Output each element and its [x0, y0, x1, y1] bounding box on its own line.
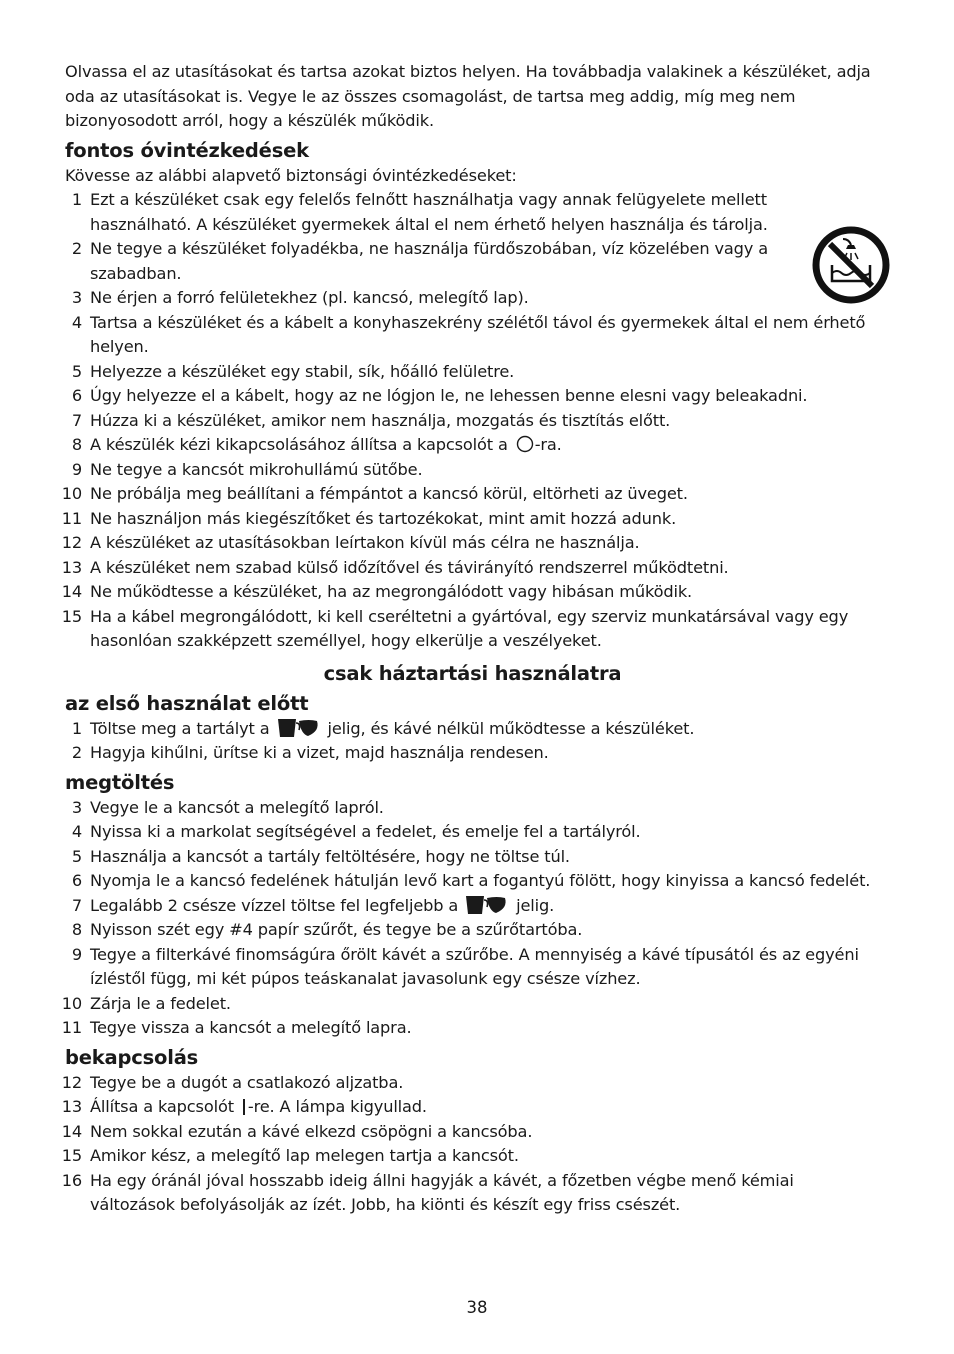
safety-lead: Kövesse az alábbi alapvető biztonsági óvintézkedéseket: — [65, 165, 517, 185]
list-item: 10 Ne próbálja meg beállítani a fémpántot a kancsó körül, eltörheti az üveget. — [61, 484, 688, 503]
filling-list — [61, 796, 880, 1041]
list-item: 13 A készüléket nem szabad külső időzítővel és távirányító rendszerrel működtetni. — [61, 557, 729, 577]
list-item: 2 Ne tegye a készüléket folyadékba, ne használja fürdőszobában, víz közelében vagy a szabadban. — [71, 239, 768, 283]
list-item: 12 A készüléket az utasításokban leírtakon kívül más célra ne használja. — [61, 533, 640, 552]
list-item: 11 Ne használjon más kiegészítőket és tartozékokat, mint amit hozzá adunk. — [61, 508, 677, 528]
switching-on-heading: bekapcsolás — [65, 1045, 199, 1069]
list-item: 5 Használja a kancsót a tartály feltöltésére, hogy ne töltse túl. — [71, 846, 570, 866]
switching-on-list — [61, 1071, 880, 1218]
list-item: 3 Ne érjen a forró felületekhez (pl. kancsó, melegítő lap). — [71, 288, 529, 307]
list-item: 4 Tartsa a készüléket és a kábelt a konyhaszekrény szélétől távol és gyermekek által el nem érhető helyen. — [71, 312, 866, 356]
list-item: 12 Tegye be a dugót a csatlakozó aljzatba. — [61, 1072, 404, 1092]
list-item: 14 Nem sokkal ezután a kávé elkezd csöpögni a kancsóba. — [61, 1121, 533, 1141]
list-item: 6 Nyomja le a kancsó fedelének hátulján levő kart a fogantyú fölött, hogy kinyissa a kancsó fedelét. — [71, 871, 871, 890]
list-item: 14 Ne működtesse a készüléket, ha az megrongálódott vagy hibásan működik. — [61, 582, 693, 601]
list-item: 2 Hagyja kihűlni, ürítse ki a vizet, majd használja rendesen. — [71, 743, 549, 762]
filling-heading: megtöltés — [65, 770, 175, 794]
household-note: csak háztartási használatra — [323, 661, 622, 685]
list-item: 4 Nyissa ki a markolat segítségével a fedelet, és emelje fel a tartályról. — [71, 822, 641, 841]
list-item: 8 Nyisson szét egy #4 papír szűrőt, és tegye be a szűrőtartóba. — [71, 920, 583, 939]
list-item: 7 Húzza ki a készüléket, amikor nem használja, mozgatás és tisztítás előtt. — [71, 410, 671, 430]
list-item: 5 Helyezze a készüléket egy stabil, sík, hőálló felületre. — [71, 361, 515, 381]
list-item: 6 Úgy helyezze el a kábelt, hogy az ne lógjon le, ne lehessen benne elesni vagy beleakadni. — [71, 386, 808, 405]
list-item: 8 A készülék kézi kikapcsolásához állítsa a kapcsolót a -ra. — [71, 435, 562, 454]
page-content — [61, 60, 880, 1218]
list-item: 3 Vegye le a kancsót a melegítő lapról. — [71, 797, 384, 817]
list-item: 16 Ha egy óránál jóval hosszabb ideig állni hagyják a kávét, a főzetben végbe menő kémiai változások befolyásolják az ízét. Jobb, ha kiönti és készít egy friss csészét. — [61, 1170, 794, 1214]
list-item: 9 Ne tegye a kancsót mikrohullámú sütőbe. — [71, 459, 423, 479]
list-item: 9 Tegye a filterkávé finomságúra őrölt kávét a szűrőbe. A mennyiség a kávé típusától és az egyéni ízléstől függ, mi két púpos teáskanalat javasolunk egy csésze vízhez. — [71, 944, 859, 988]
first-use-heading: az első használat előtt — [65, 691, 309, 715]
safety-list — [61, 188, 880, 654]
cups-icon — [465, 895, 509, 915]
list-item: 10 Zárja le a fedelet. — [61, 993, 231, 1013]
page-number: 38 — [466, 1298, 488, 1317]
no-water-sign-icon — [811, 225, 891, 305]
list-item: 7 Legalább 2 csésze vízzel töltse fel legfeljebb a jelig. — [71, 895, 555, 915]
list-item: 15 Ha a kábel megrongálódott, ki kell cseréltetni a gyártóval, egy szerviz munkatársával vagy egy hasonlóan szakképzett személlyel, hogy elkerülje a veszélyeket. — [61, 606, 849, 650]
safety-heading: fontos óvintézkedések — [65, 138, 309, 162]
list-item: 1 Ezt a készüléket csak egy felelős felnőtt használhatja vagy annak felügyelete mellett használható. A készüléket gyermekek által el nem érhető helyen használja és tárolja. — [71, 190, 768, 234]
list-item: 15 Amikor kész, a melegítő lap melegen tartja a kancsót. — [61, 1146, 519, 1165]
list-item: 11 Tegye vissza a kancsót a melegítő lapra. — [61, 1018, 412, 1037]
on-symbol-icon — [243, 1099, 245, 1115]
off-symbol-icon — [516, 435, 534, 453]
intro-text: Olvassa el az utasításokat és tartsa azokat biztos helyen. Ha továbbadja valakinek a készüléket, adja oda az utasításokat is. Vegye le az összes csomagolást, de tartsa meg addig, míg meg nem bizonyosodott arról, hogy a készülék működik. — [65, 62, 871, 130]
cups-icon — [277, 718, 321, 738]
first-use-list — [65, 717, 880, 766]
list-item: 13 Állítsa a kapcsolót -re. A lámpa kigyullad. — [61, 1097, 427, 1116]
list-item: 1 Töltse meg a tartályt a jelig, és kávé nélkül működtesse a készüléket. — [71, 718, 695, 738]
